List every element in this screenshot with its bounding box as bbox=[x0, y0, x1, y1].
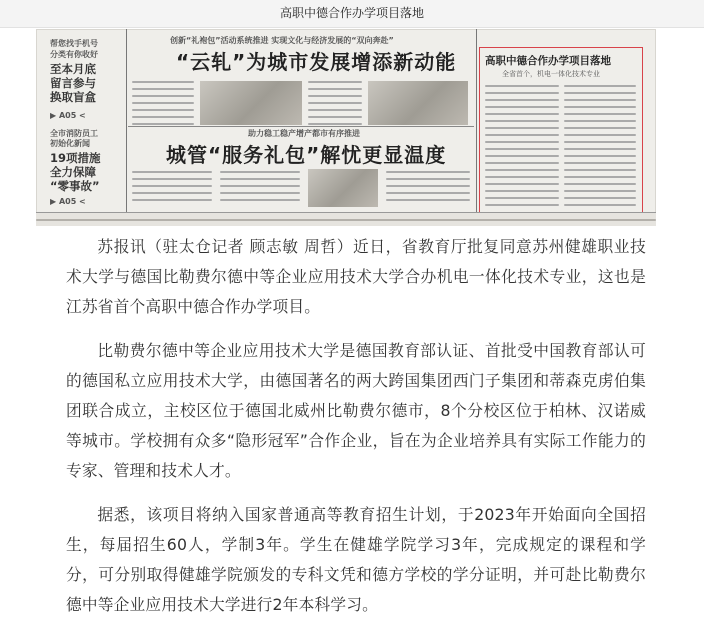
story-divider bbox=[128, 126, 474, 127]
second-story-kicker: 助力稳工稳产增产都市有序推进 bbox=[248, 129, 360, 138]
highlighted-story-headline: 高职中德合作办学项目落地 bbox=[485, 55, 611, 67]
left-teaser-3-ref: ▶ A05 < bbox=[50, 197, 86, 206]
highlighted-story-text-col-2 bbox=[564, 85, 636, 211]
page-title: 高职中德合作办学项目落地 bbox=[279, 6, 424, 20]
main-story-headline: “云轧”为城市发展增添新动能 bbox=[176, 50, 457, 74]
article-paragraph-3: 据悉，该项目将纳入国家普通高等教育招生计划，于2023年开始面向全国招生，每届招生60人，学制3年。学生在健雄学院学习3年，完成规定的课程和学分，可分别取得健雄学院颁发的专科文凭和德方学校的学分证明，并可赴比勒费尔德中等企业应用技术大学进行2年本科学习。 bbox=[66, 505, 646, 614]
newspaper-left-column bbox=[42, 29, 122, 212]
left-teaser-2-ref: ▶ A05 < bbox=[50, 111, 86, 120]
main-story-kicker: 创新“礼袍包”活动系统推进 实现文化与经济发展的“双向奔赴” bbox=[170, 36, 394, 45]
newspaper-footer-strip bbox=[36, 212, 656, 226]
left-teaser-3-label: 全市消防员工 初始化新闻 bbox=[50, 129, 98, 148]
highlighted-story-subhead: 全省首个，机电一体化技术专业 bbox=[502, 70, 600, 78]
highlighted-story-text-col-1 bbox=[485, 85, 559, 211]
left-teaser-1-label: 帮您找手机号 bbox=[50, 39, 98, 48]
second-story-text-col-3 bbox=[386, 171, 470, 206]
main-story-text-col-2 bbox=[308, 81, 362, 130]
column-divider bbox=[126, 29, 127, 212]
second-story-text-col-1 bbox=[132, 171, 212, 206]
left-teaser-2-headline: 至本月底 留言参与 换取盲盒 bbox=[50, 62, 96, 104]
column-divider-right bbox=[476, 29, 477, 212]
main-story-photo bbox=[200, 81, 302, 125]
second-story-headline: 城管“服务礼包”解忧更显温度 bbox=[166, 143, 447, 167]
main-story-photo-2 bbox=[368, 81, 468, 125]
left-teaser-3-headline: 19项措施 全力保障 “零事故” bbox=[50, 151, 101, 193]
article-body bbox=[66, 232, 646, 620]
second-story-photo bbox=[308, 169, 378, 207]
article-paragraph-2: 比勒费尔德中等企业应用技术大学是德国教育部认证、首批受中国教育部认可的德国私立应用技术大学，由德国著名的两大跨国集团西门子集团和蒂森克虏伯集团联合成立，主校区位于德国北威州比勒费尔德市，8个分校区位于柏林、汉诺威等城市。学校拥有众多“隐形冠军”合作企业，旨在为企业培养具有实际工作能力的专家、管理和技术人才。 bbox=[66, 341, 646, 480]
page-header bbox=[0, 0, 704, 28]
main-story-text-col-1 bbox=[132, 81, 194, 130]
left-teaser-2-label: 分类有你收好 bbox=[50, 50, 98, 59]
newspaper-scan-image bbox=[36, 29, 656, 226]
article-paragraph-1: 苏报讯（驻太仓记者 顾志敏 周哲）近日，省教育厅批复同意苏州健雄职业技术大学与德国比勒费尔德中等企业应用技术大学合办机电一体化技术专业，这也是江苏省首个高职中德合作办学项目。 bbox=[66, 237, 646, 316]
second-story-text-col-2 bbox=[220, 171, 300, 206]
